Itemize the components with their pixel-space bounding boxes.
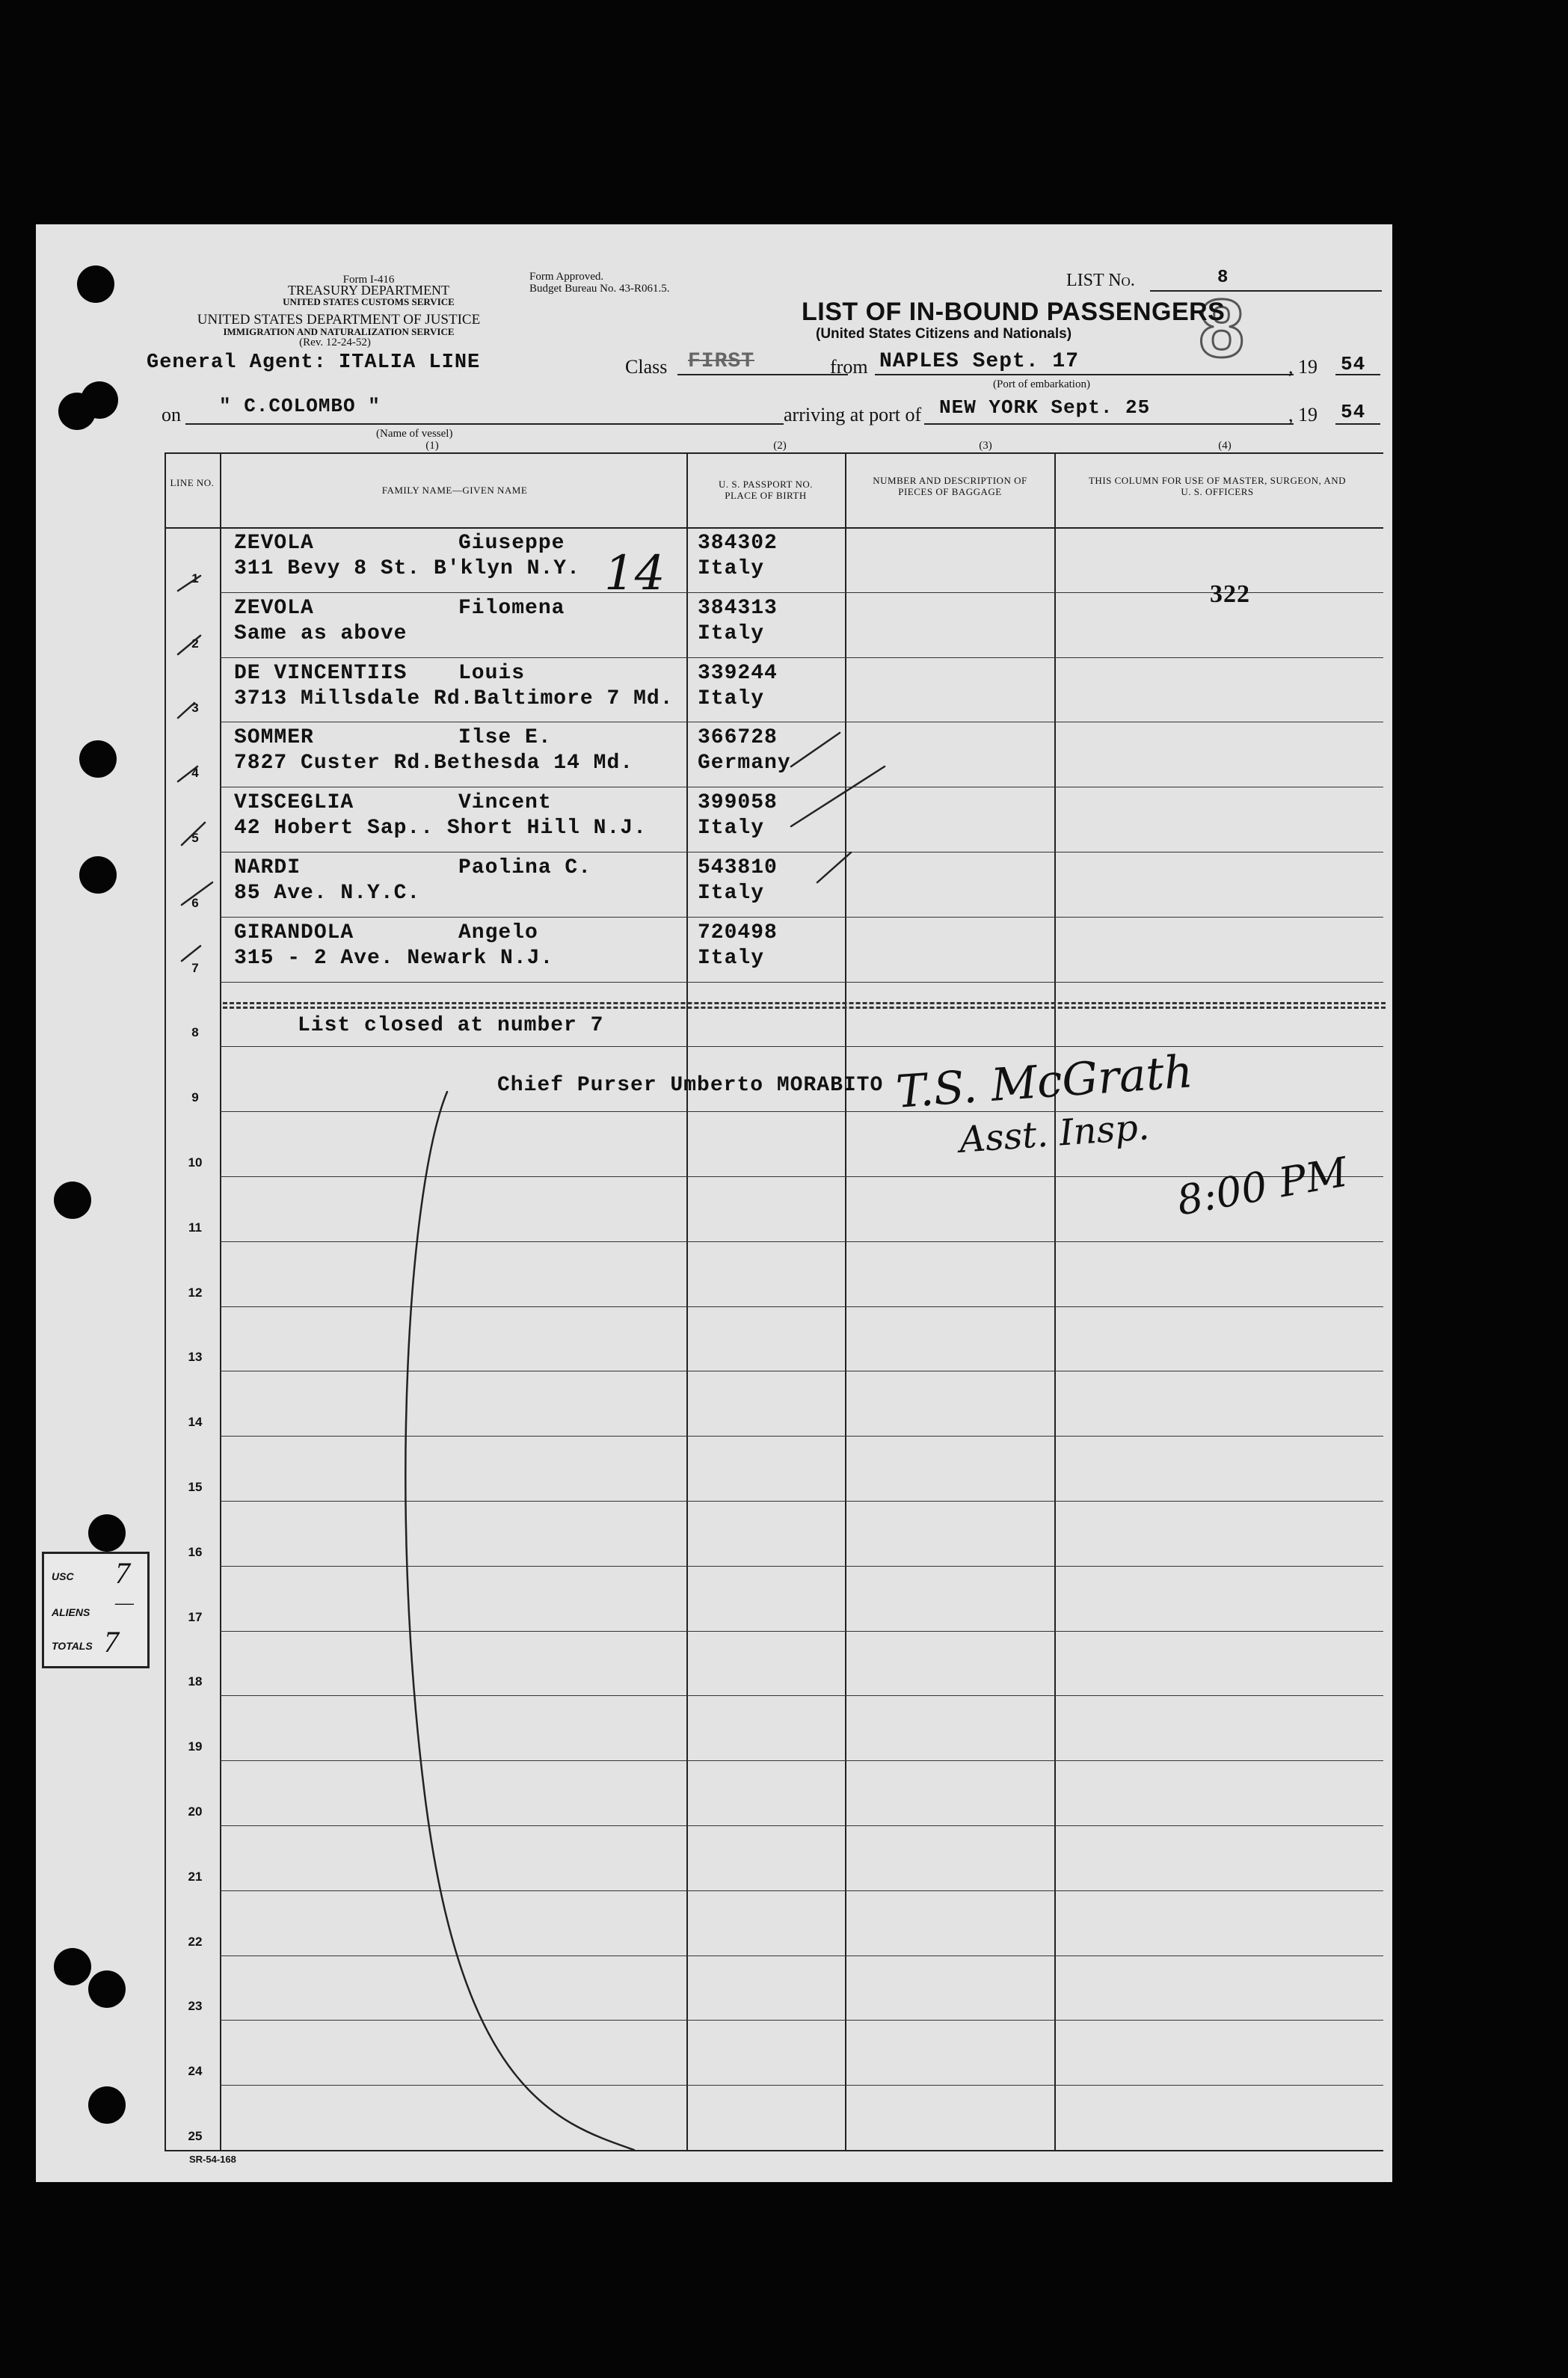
from-value: NAPLES Sept. 17 [879, 350, 1080, 373]
row-number: 17 [188, 1609, 203, 1624]
total-label: TOTALS [52, 1640, 93, 1652]
passenger-passport: 399058 [698, 791, 778, 815]
th-line-no: LINE NO. [170, 477, 215, 488]
row-number: 12 [188, 1285, 203, 1300]
customs-service: UNITED STATES CUSTOMS SERVICE [283, 296, 455, 307]
row-number: 13 [188, 1350, 203, 1365]
row-number: 16 [188, 1544, 203, 1559]
passenger-address: 3713 Millsdale Rd.Baltimore 7 Md. [234, 686, 674, 710]
year-prefix: , 19 [1288, 356, 1318, 378]
usc-value: 7 [115, 1556, 130, 1590]
row-number: 9 [191, 1090, 199, 1105]
row-number: 6 [191, 895, 199, 910]
year2-value: 54 [1341, 401, 1366, 423]
passenger-family-name: GIRANDOLA [234, 921, 354, 944]
row-number: 1 [191, 571, 199, 586]
passenger-given-name: Filomena [458, 596, 565, 620]
col-num-2: (2) [773, 440, 787, 452]
row-number: 19 [188, 1739, 203, 1754]
row-number: 10 [188, 1155, 203, 1170]
budget-bureau: Budget Bureau No. 43-R061.5. [529, 283, 670, 295]
chief-purser: Chief Purser Umberto MORABITO [497, 1074, 884, 1097]
row-number: 11 [188, 1220, 202, 1235]
ins-service: IMMIGRATION AND NATURALIZATION SERVICE [223, 326, 455, 337]
passenger-family-name: ZEVOLA [234, 596, 314, 620]
passenger-birthplace: Italy [698, 946, 765, 970]
passenger-passport: 339244 [698, 661, 778, 685]
row-number: 15 [188, 1480, 203, 1494]
passenger-passport: 366728 [698, 726, 778, 750]
row-number: 21 [188, 1869, 203, 1884]
passenger-address: 315 - 2 Ave. Newark N.J. [234, 946, 554, 970]
officer-note: 322 [1210, 580, 1250, 608]
handwritten-time: 8:00 PM [1173, 1148, 1351, 1225]
col-num-4: (4) [1218, 440, 1232, 452]
passenger-birthplace: Germany [698, 752, 791, 775]
justice-dept: UNITED STATES DEPARTMENT OF JUSTICE [197, 312, 481, 328]
passenger-birthplace: Italy [698, 686, 765, 710]
handwritten-mark: 14 [604, 546, 665, 601]
list-no-value: 8 [1217, 268, 1229, 288]
arriving-label: arriving at port of [784, 404, 922, 425]
list-no-stamp: 8 [1199, 283, 1245, 375]
passenger-family-name: SOMMER [234, 726, 314, 750]
col-num-3: (3) [979, 440, 992, 452]
form-approved: Form Approved. [529, 271, 604, 283]
on-label: on [162, 404, 181, 425]
class-value: FIRST [688, 350, 755, 373]
form-revision: (Rev. 12-24-52) [299, 337, 371, 348]
th-name: FAMILY NAME—GIVEN NAME [381, 485, 528, 496]
passenger-address: 42 Hobert Sap.. Short Hill N.J. [234, 817, 647, 841]
passenger-given-name: Vincent [458, 791, 552, 815]
footer-code: SR-54-168 [189, 2154, 236, 2165]
class-label: Class [625, 356, 668, 378]
row-number: 18 [188, 1674, 203, 1689]
check-marks [36, 224, 1392, 2182]
list-no-label: LIST No. [1066, 271, 1135, 290]
row-number: 23 [188, 1999, 203, 2014]
port-embark-caption: (Port of embarkation) [993, 378, 1090, 390]
passenger-given-name: Giuseppe [458, 532, 565, 555]
passenger-birthplace: Italy [698, 621, 765, 645]
passenger-passport: 384313 [698, 596, 778, 620]
form-number: Form I-416 [342, 274, 395, 286]
row-number: 22 [188, 1934, 203, 1949]
aliens-value: — [115, 1591, 134, 1614]
col-num-1: (1) [425, 440, 439, 452]
tally-stamp [42, 1552, 150, 1668]
passenger-given-name: Angelo [458, 921, 538, 944]
row-number: 25 [188, 2129, 203, 2143]
passenger-family-name: DE VINCENTIIS [234, 661, 408, 685]
agent-label: General Agent: [147, 351, 327, 374]
row-number: 5 [191, 831, 199, 845]
row-number: 4 [191, 766, 199, 781]
passenger-birthplace: Italy [698, 557, 765, 580]
form-page [36, 224, 1392, 2182]
agent-value: ITALIA LINE [339, 351, 481, 374]
handwritten-signature: T.S. McGrath [894, 1045, 1195, 1119]
row-number: 8 [191, 1025, 199, 1040]
aliens-label: ALIENS [52, 1606, 90, 1618]
treasury-dept: TREASURY DEPARTMENT [287, 283, 450, 298]
arrival-value: NEW YORK Sept. 25 [939, 396, 1151, 419]
passenger-address: 7827 Custer Rd.Bethesda 14 Md. [234, 752, 634, 775]
passenger-passport: 543810 [698, 856, 778, 879]
year2-prefix: , 19 [1288, 404, 1318, 425]
row-number: 24 [188, 2064, 203, 2079]
row-number: 20 [188, 1804, 203, 1819]
passenger-passport: 720498 [698, 921, 778, 944]
row-number: 7 [191, 960, 199, 975]
passenger-birthplace: Italy [698, 817, 765, 841]
th-passport: U. S. PASSPORT NO. PLACE OF BIRTH [719, 479, 813, 501]
row-number: 14 [188, 1415, 203, 1430]
row-number: 3 [191, 701, 199, 716]
passenger-given-name: Louis [458, 661, 526, 685]
usc-label: USC [52, 1570, 74, 1582]
th-baggage: NUMBER AND DESCRIPTION OF PIECES OF BAGGAGE [873, 475, 1027, 497]
vessel-value: " C.COLOMBO " [219, 395, 381, 417]
passenger-family-name: NARDI [234, 856, 301, 879]
passenger-address: 311 Bevy 8 St. B'klyn N.Y. [234, 557, 580, 580]
passenger-birthplace: Italy [698, 882, 765, 905]
passenger-given-name: Ilse E. [458, 726, 552, 750]
form-title: LIST OF IN-BOUND PASSENGERS [802, 298, 1226, 326]
form-subtitle: (United States Citizens and Nationals) [816, 326, 1072, 342]
year-value: 54 [1341, 353, 1366, 375]
row-number: 2 [191, 636, 199, 651]
th-officers: THIS COLUMN FOR USE OF MASTER, SURGEON, AND U. S. OFFICERS [1088, 475, 1346, 497]
handwritten-title: Asst. Insp. [958, 1106, 1151, 1161]
passenger-family-name: ZEVOLA [234, 532, 314, 555]
from-label: from [830, 356, 868, 378]
passenger-passport: 384302 [698, 532, 778, 555]
list-closed-text: List closed at number 7 [298, 1014, 604, 1037]
passenger-address: 85 Ave. N.Y.C. [234, 882, 421, 905]
vessel-caption: (Name of vessel) [376, 428, 453, 440]
passenger-given-name: Paolina C. [458, 856, 592, 879]
passenger-address: Same as above [234, 621, 408, 645]
total-value: 7 [104, 1625, 119, 1659]
passenger-family-name: VISCEGLIA [234, 791, 354, 815]
